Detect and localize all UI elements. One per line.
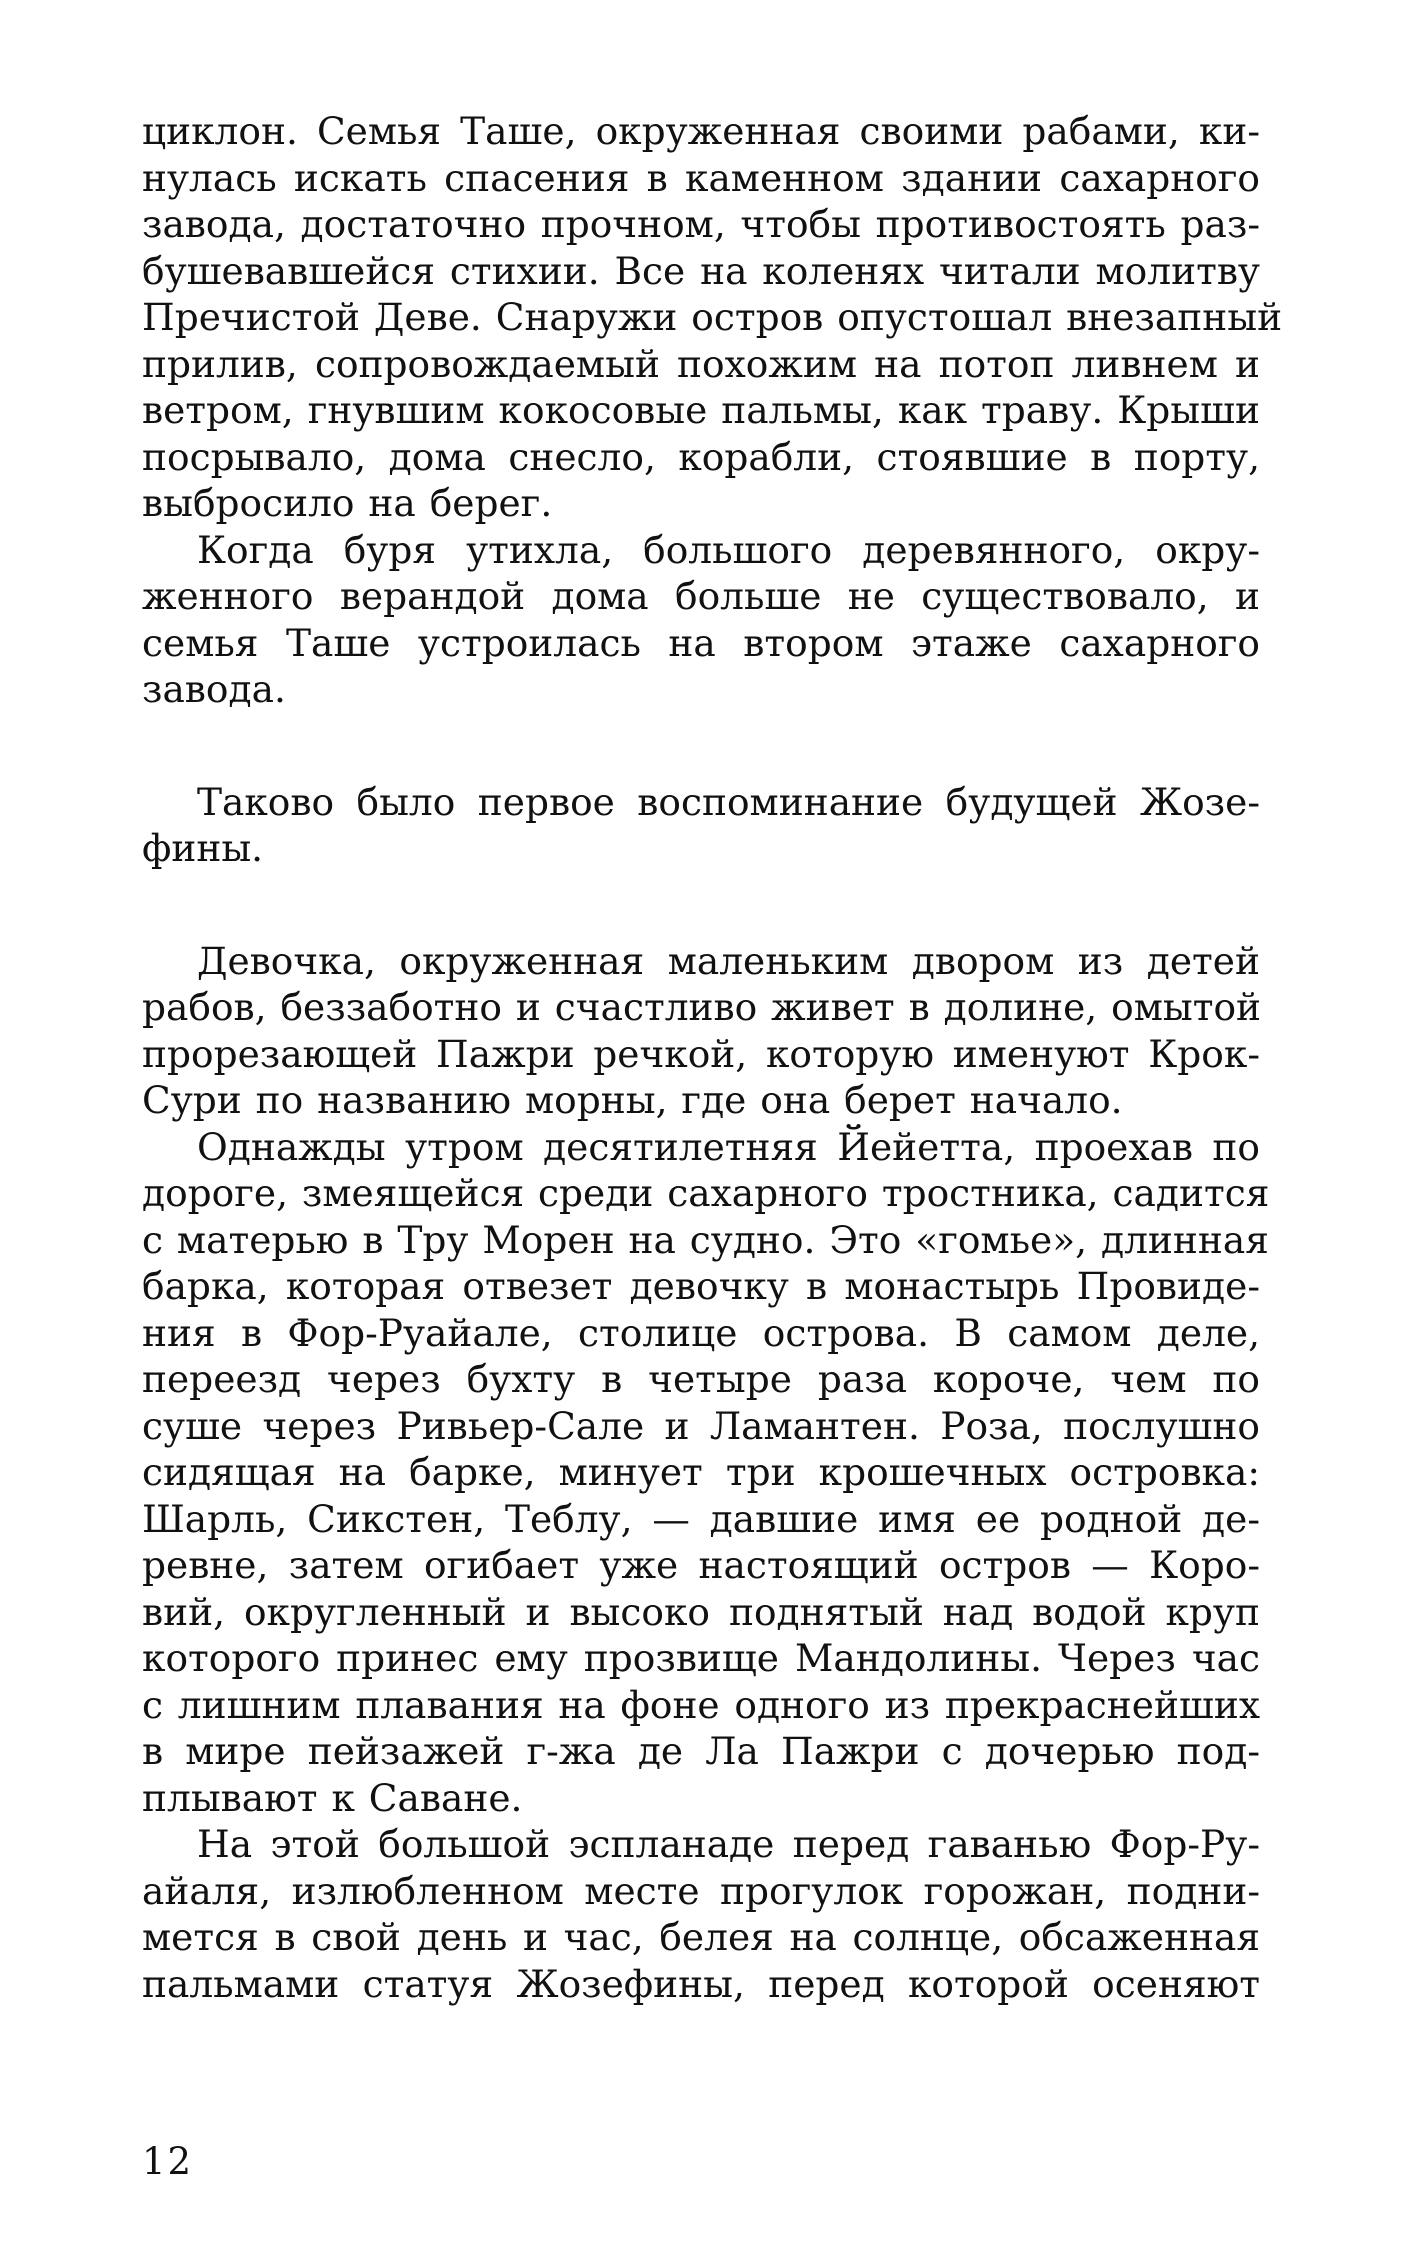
paragraph-2	[142, 527, 1260, 713]
text-line: завода.	[142, 667, 286, 711]
text-line: ревне, затем огибает уже настоящий остров — Коро-	[142, 1543, 1260, 1587]
paragraph-4	[142, 938, 1260, 1124]
paragraph-1	[142, 108, 1283, 527]
section-gap	[142, 713, 1260, 779]
text-line: сидящая на барке, минует три крошечных островка:	[142, 1450, 1260, 1494]
text-line: Девочка, окруженная маленьким двором из детей	[197, 938, 1260, 983]
text-line: дороге, змеящейся среди сахарного тростника, садится	[142, 1171, 1270, 1215]
text-line: айаля, излюбленном месте прогулок горожан, подни-	[142, 1868, 1260, 1913]
text-line: выбросило на берег.	[142, 481, 553, 525]
text-line: вий, округленный и высоко поднятый над водой круп	[142, 1589, 1260, 1634]
text-line: рабов, беззаботно и счастливо живет в долине, омытой	[142, 985, 1262, 1029]
page-number: 12	[142, 2140, 194, 2183]
text-line: ветром, гнувшим кокосовые пальмы, как траву. Крыши	[142, 388, 1260, 432]
section-gap	[142, 872, 1260, 938]
text-line: ния в Фор-Руайале, столице острова. В самом деле,	[142, 1310, 1260, 1355]
text-line: мется в свой день и час, белея на солнце, обсаженная	[142, 1915, 1260, 1959]
text-line: Когда буря утихла, большого деревянного, окру-	[197, 527, 1260, 572]
text-line: суше через Ривьер-Сале и Ламантен. Роза, послушно	[142, 1403, 1260, 1448]
text-line: которого принес ему прозвище Мандолины. Через час	[142, 1636, 1260, 1680]
text-line: с лишним плавания на фоне одного из прекраснейших	[142, 1682, 1260, 1727]
text-line: завода, достаточно прочном, чтобы противостоять раз-	[142, 202, 1260, 246]
text-line: пальмами статуя Жозефины, перед которой осеняют	[142, 1961, 1260, 2006]
text-line: На этой большой эспланаде перед гаванью Фор-Ру-	[197, 1822, 1260, 1866]
text-line: Шарль, Сикстен, Теблу, — давшие имя ее родной де-	[142, 1496, 1260, 1541]
paragraph-3	[142, 779, 1260, 872]
text-line: женного верандой дома больше не существовало, и	[142, 574, 1260, 618]
text-line: Таково было первое воспоминание будущей Жозе-	[197, 779, 1260, 824]
text-line: прорезающей Пажри речкой, которую именуют Крок-	[142, 1031, 1260, 1076]
text-line: семья Таше устроилась на втором этаже сахарного	[142, 620, 1260, 665]
text-line: фины.	[142, 826, 264, 870]
text-line: бушевавшейся стихии. Все на коленях читали молитву	[142, 248, 1260, 293]
paragraph-6	[142, 1821, 1260, 2007]
text-line: переезд через бухту в четыре раза короче, чем по	[142, 1357, 1260, 1401]
book-page-text	[142, 108, 1283, 2007]
text-line: в мире пейзажей г-жа де Ла Пажри с дочерью под-	[142, 1729, 1260, 1773]
text-line: посрывало, дома снесло, корабли, стоявшие в порту,	[142, 434, 1260, 479]
text-line: нулась искать спасения в каменном здании сахарного	[142, 155, 1260, 200]
text-line: с матерью в Тру Морен на судно. Это «гомье», длинная	[142, 1217, 1269, 1262]
text-line: прилив, сопровождаемый похожим на потоп ливнем и	[142, 341, 1260, 386]
text-line: барка, которая отвезет девочку в монастырь Провиде-	[142, 1264, 1260, 1308]
text-line: циклон. Семья Таше, окруженная своими рабами, ки-	[142, 109, 1260, 153]
text-line: Однажды утром десятилетняя Йейетта, проехав по	[197, 1124, 1260, 1169]
text-line: плывают к Саване.	[142, 1775, 523, 1820]
paragraph-5	[142, 1124, 1270, 1822]
text-line: Пречистой Деве. Снаружи остров опустошал внезапный	[142, 295, 1283, 339]
text-line: Сури по названию морны, где она берет начало.	[142, 1078, 1123, 1122]
